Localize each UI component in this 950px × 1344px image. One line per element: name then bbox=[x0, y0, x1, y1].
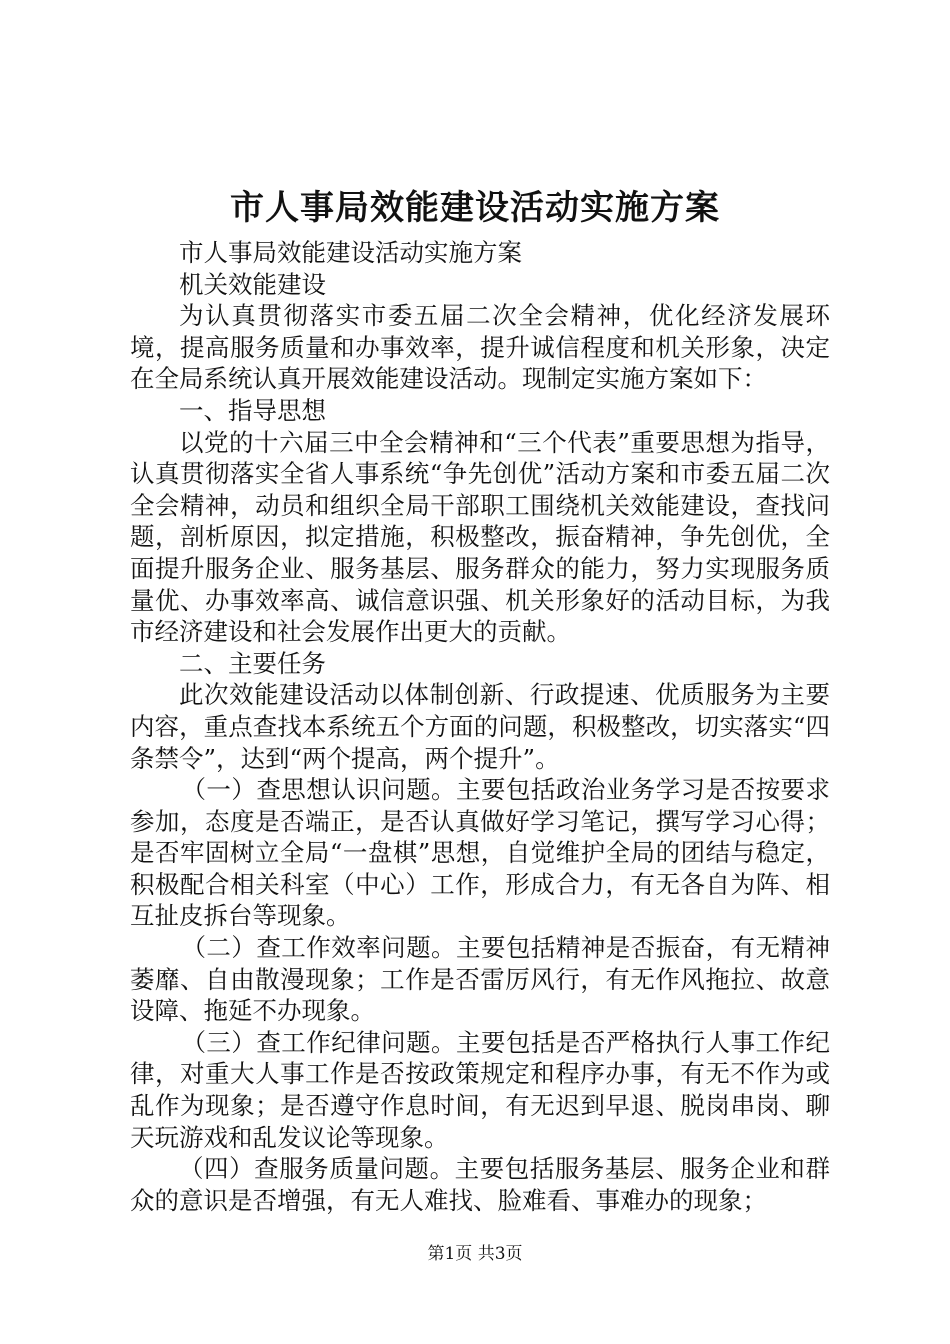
paragraph-subtitle: 机关效能建设 bbox=[179, 269, 326, 299]
document-body bbox=[130, 237, 830, 1216]
paragraph-heading-repeat: 市人事局效能建设活动实施方案 bbox=[179, 238, 522, 267]
paragraph-intro: 为认真贯彻落实市委五届二次全会精神，优化经济发展环境，提高服务质量和办事效率，提升诚信程度和机关形象，决定在全局系统认真开展效能建设活动。现制定实施方案如下： bbox=[130, 301, 830, 394]
page-indicator: 第1页 共3页 bbox=[427, 1244, 523, 1264]
section-heading-guiding-thought: 一、指导思想 bbox=[179, 395, 326, 425]
paragraph-task-2: （二）查工作效率问题。主要包括精神是否振奋，有无精神萎靡、自由散漫现象；工作是否雷厉风行，有无作风拖拉、故意设障、拖延不办现象。 bbox=[130, 933, 830, 1026]
paragraph-guiding-thought: 以党的十六届三中全会精神和“三个代表”重要思想为指导，认真贯彻落实全省人事系统“争先创优”活动方案和市委五届二次全会精神，动员和组织全局干部职工围绕机关效能建设，查找问题，剖析原因，拟定措施，积极整改，振奋精神，争先创优，全面提升服务企业、服务基层、服务群众的能力，努力实现服务质量优、办事效率高、诚信意识强、机关形象好的活动目标，为我市经济建设和社会发展作出更大的贡献。 bbox=[130, 427, 830, 647]
paragraph-main-tasks: 此次效能建设活动以体制创新、行政提速、优质服务为主要内容，重点查找本系统五个方面的问题，积极整改，切实落实“四条禁令”，达到“两个提高，两个提升”。 bbox=[130, 680, 830, 773]
paragraph-task-3: （三）查工作纪律问题。主要包括是否严格执行人事工作纪律，对重大人事工作是否按政策规定和程序办事，有无不作为或乱作为现象；是否遵守作息时间，有无迟到早退、脱岗串岗、聊天玩游戏和乱发议论等现象。 bbox=[130, 1027, 830, 1152]
paragraph-task-1: （一）查思想认识问题。主要包括政治业务学习是否按要求参加，态度是否端正，是否认真做好学习笔记，撰写学习心得；是否牢固树立全局“一盘棋”思想，自觉维护全局的团结与稳定，积极配合相关科室（中心）工作，形成合力，有无各自为阵、相互扯皮拆台等现象。 bbox=[130, 775, 830, 931]
document-title: 市人事局效能建设活动实施方案 bbox=[230, 188, 720, 228]
paragraph-task-4: （四）查服务质量问题。主要包括服务基层、服务企业和群众的意识是否增强，有无人难找、脸难看、事难办的现象； bbox=[130, 1154, 830, 1215]
section-heading-main-tasks: 二、主要任务 bbox=[179, 648, 326, 678]
